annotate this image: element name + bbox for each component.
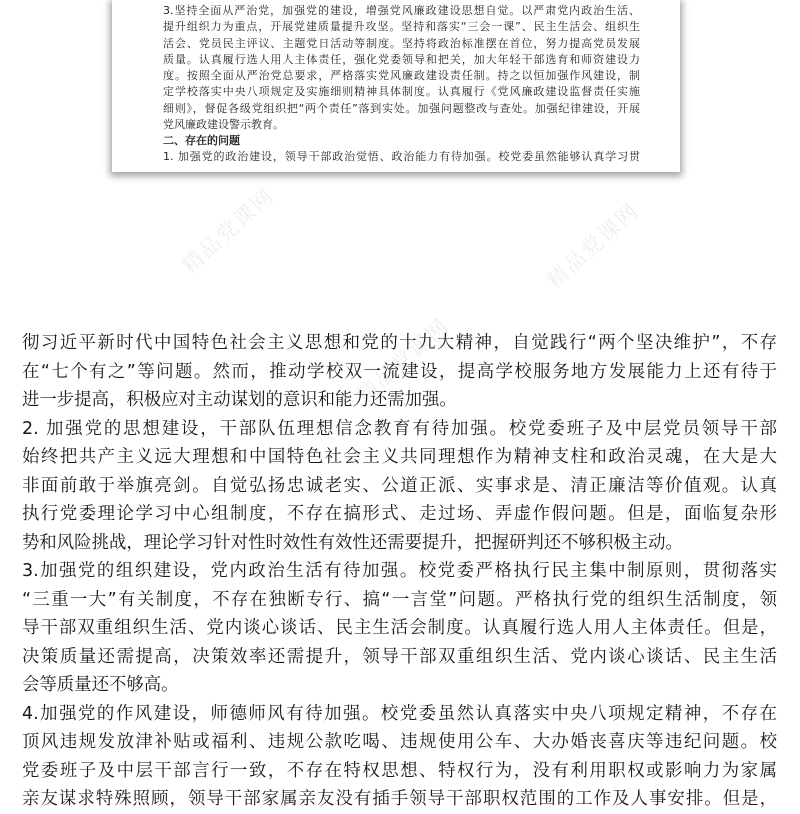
body-line: 彻习近平新时代中国特色社会主义思想和党的十九大精神，自觉践行“两个坚决维护”，不存 [22,333,777,353]
body-line: 3.加强党的组织建设，党内政治生活有待加强。校党委严格执行民主集中制原则，贯彻落实 [22,561,777,581]
preview-line: 质量。认真履行选人用人主体责任，强化党委领导和把关，加大年轻干部选育和师资建设力 [163,52,640,66]
body-line: 会等质量还不够高。 [22,675,179,695]
body-line: 非面前敢于举旗亮剑。自觉弘扬忠诚老实、公道正派、实事求是、清正廉洁等价值观。认真 [22,475,777,496]
document-preview-card [112,0,680,172]
body-line: 4.加强党的作风建设，师德师风有待加强。校党委虽然认真落实中央八项规定精神，不存在 [22,703,777,724]
body-line: “三重一大”有关制度，不存在独断专行、搞“一言堂”问题。严格执行党的组织生活制度，领 [22,589,777,610]
watermark: 精品党课网 [352,313,454,409]
body-line: 执行党委理论学习中心组制度，不存在搞形式、走过场、弄虚作假问题。但是，面临复杂形 [22,504,777,524]
preview-line: 提升组织力为重点，开展党建质量提升攻坚。坚持和落实“三会一课”、民主生活会、组织生 [163,20,640,34]
preview-line: 党风廉政建设警示教育。 [163,117,284,131]
watermark: 精品党课网 [177,183,279,279]
body-line: 势和风险挑战，理论学习针对性时效性有效性还需要提升，把握研判还不够积极主动。 [22,532,683,553]
preview-line: 度。按照全面从严治党总要求，严格落实党风廉政建设责任制。持之以恒加强作风建设，制 [163,69,640,82]
body-line: 始终把共产主义远大理想和中国特色社会主义共同理想作为精神支柱和政治灵魂，在大是大 [22,447,777,467]
body-line: 2. 加强党的思想建设，干部队伍理想信念教育有待加强。校党委班子及中层党员领导干部 [22,418,777,439]
preview-line: 3.坚持全面从严治党，加强党的建设，增强党风廉政建设思想自觉。以严肃党内政治生活、 [163,4,640,17]
watermark: 精品党课网 [542,198,644,294]
body-line: 亲友谋求特殊照顾，领导干部家属亲友没有插手领导干部职权范围的工作及人事安排。但是， [22,789,777,809]
body-line: 在“七个有之”等问题。然而，推动学校双一流建设，提高学校服务地方发展能力上还有待于 [22,361,777,382]
body-line: 决策质量还需提高，决策效率还需提升，领导干部双重组织生活、党内谈心谈话、民主生活 [22,646,777,667]
body-line: 顶风违规发放津补贴或福利、违规公款吃喝、违规使用公车、大办婚丧喜庆等违纪问题。校 [22,732,777,752]
preview-line: 活会、党员民主评议、主题党日活动等制度。坚持将政治标准摆在首位，努力提高党员发展 [163,36,640,50]
preview-page-text [163,3,640,166]
body-line: 党委班子及中层干部言行一致，不存在特权思想、特权行为，没有利用职权或影响力为家属 [22,760,777,781]
preview-line: 定学校落实中央八项规定及实施细则精神具体制度。认真履行《党风廉政建设监督责任实施 [163,85,640,99]
body-line: 导干部双重组织生活、党内谈心谈话、民主生活会制度。认真履行选人用人主体责任。但是， [22,618,777,638]
preview-section-heading: 二、存在的问题 [163,134,240,147]
preview-line: 细则》，督促各级党组织把“两个责任”落到实处。加强问题整改与查处。加强纪律建设，开展 [163,101,640,115]
document-body-text [22,329,777,814]
body-line: 进一步提高，积极应对主动谋划的意识和能力还需加强。 [22,390,457,410]
preview-line: 1. 加强党的政治建设，领导干部政治觉悟、政治能力有待加强。校党委虽然能够认真学习贯 [163,150,640,164]
